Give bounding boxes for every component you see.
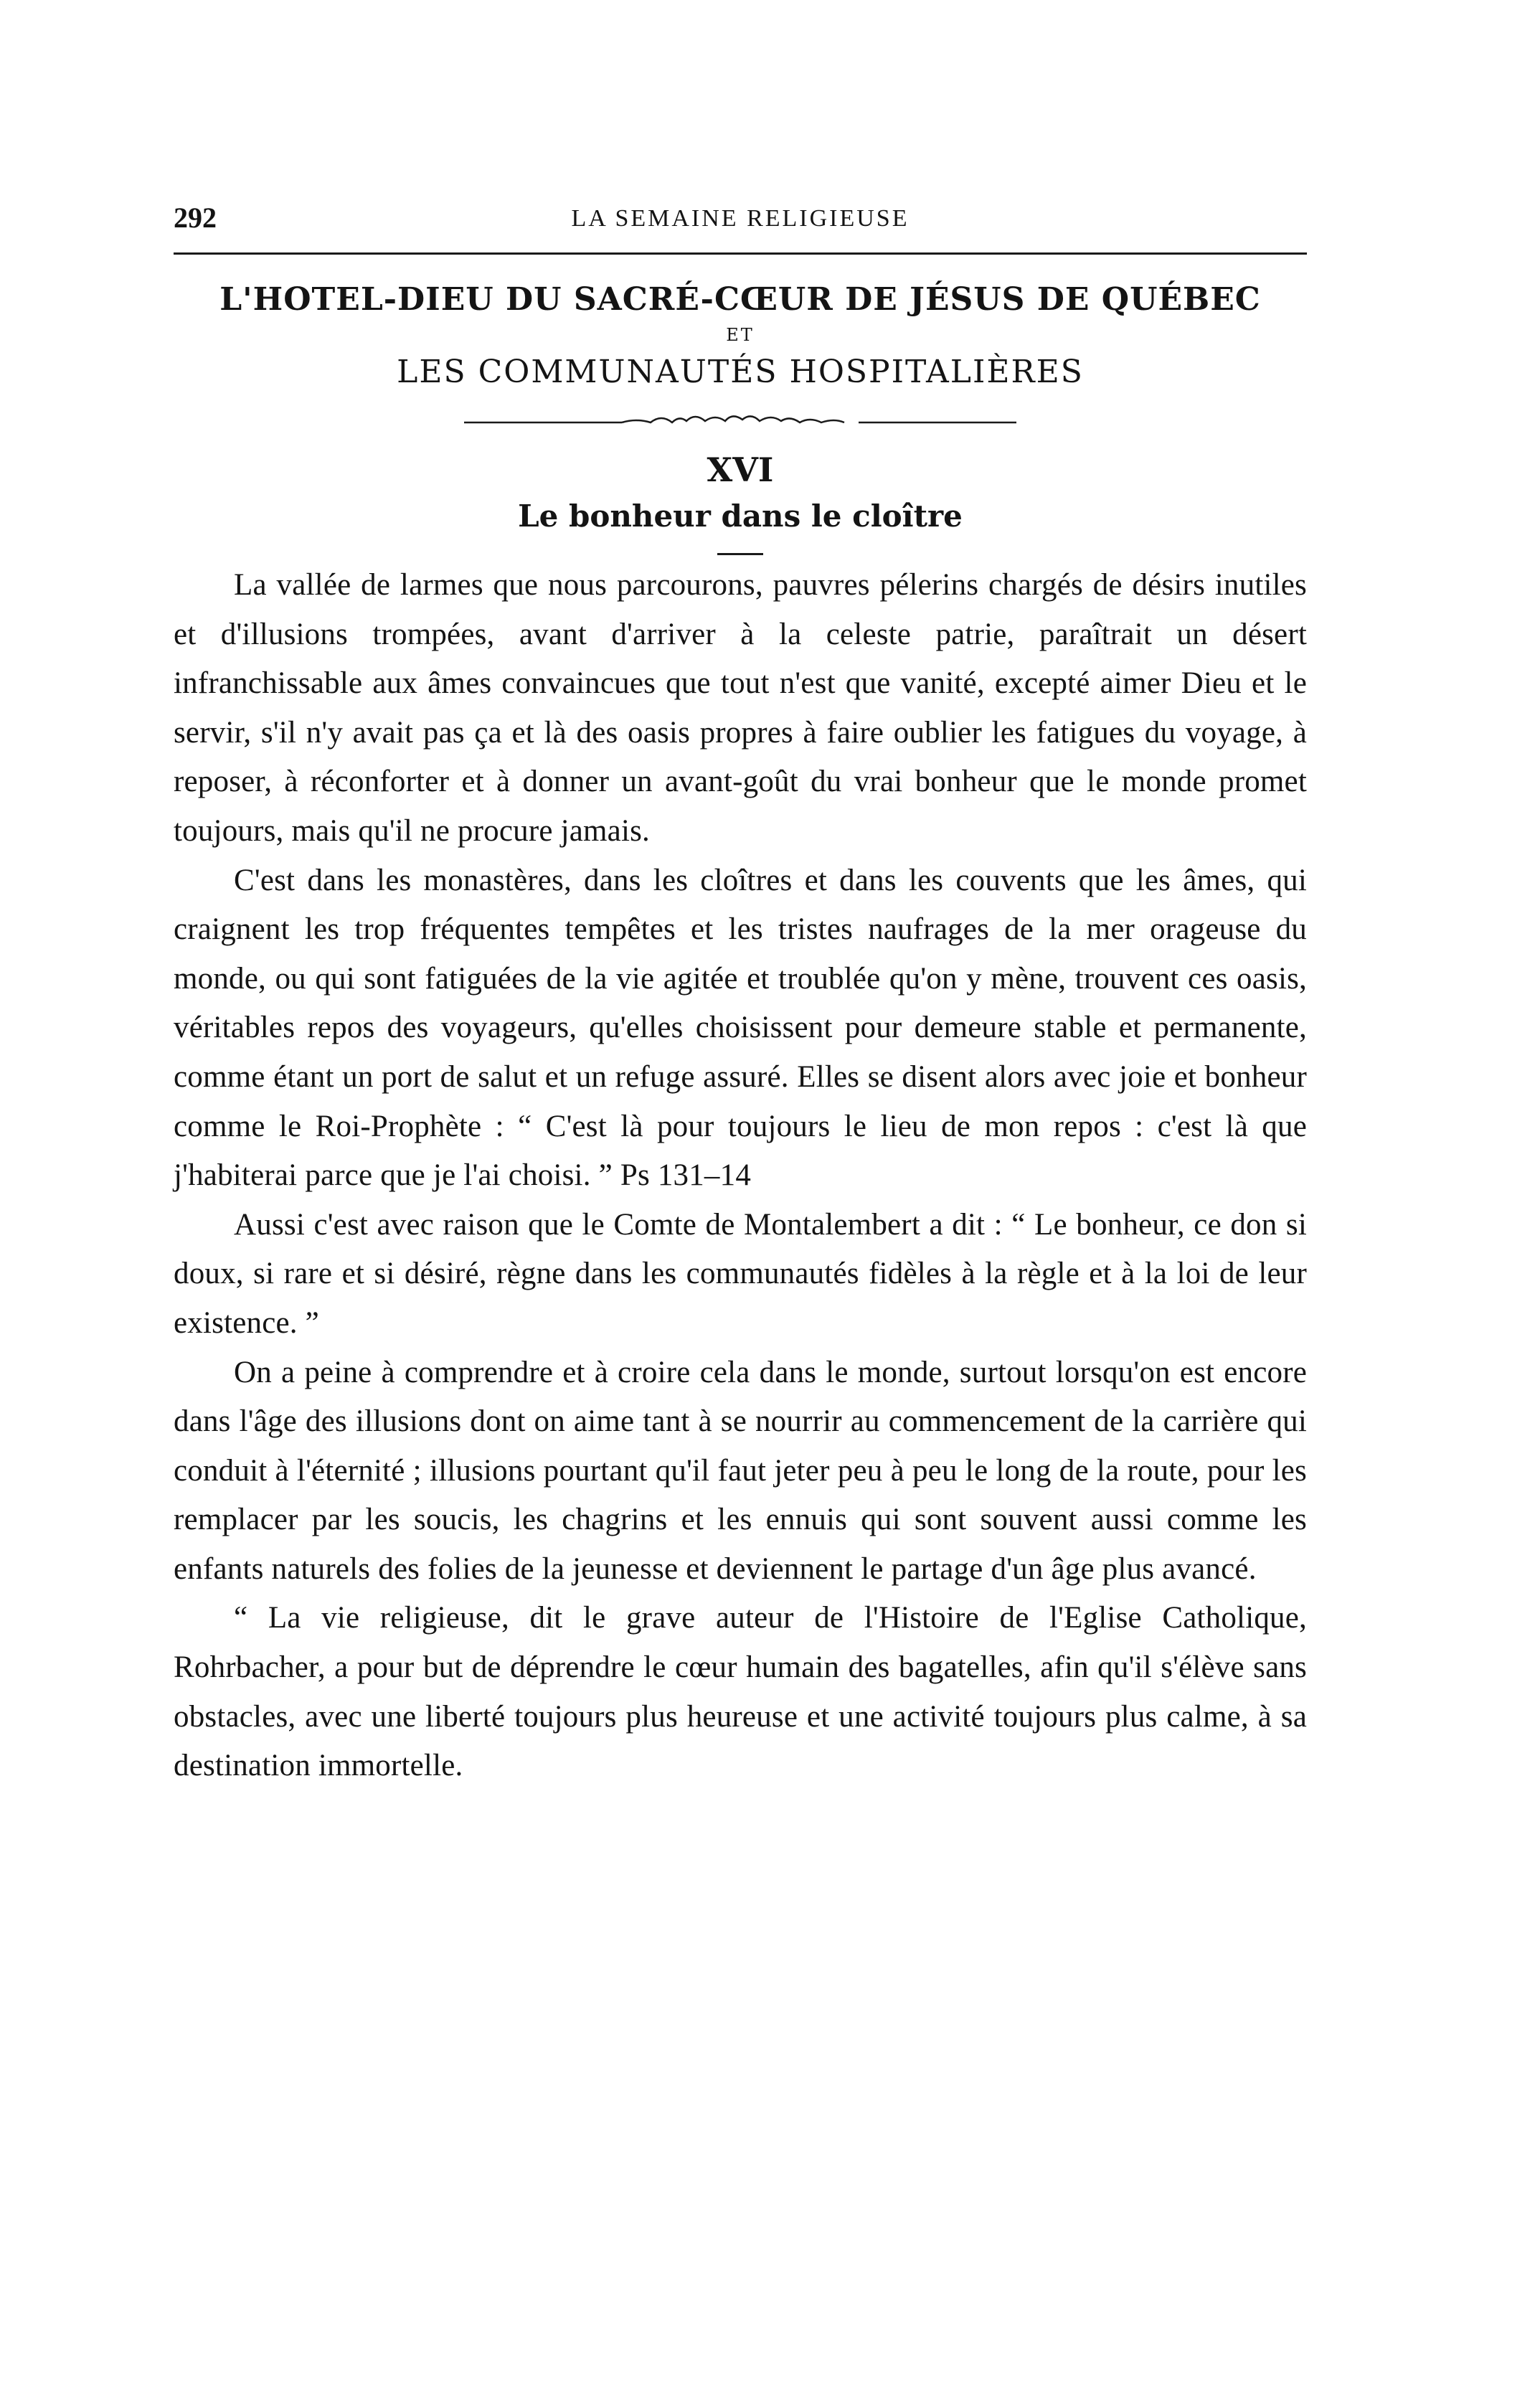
page-number: 292 [174, 202, 217, 234]
title-line-2: ET [726, 325, 755, 345]
header-rule [174, 252, 1307, 255]
body-text [174, 561, 1307, 1791]
title-line-3: LES COMMUNAUTÉS HOSPITALIÈRES [397, 354, 1084, 390]
book-page [174, 201, 1307, 1791]
paragraph-2: C'est dans les monastères, dans les cloîtres et dans les couvents que les âmes, qui craignent les trop fréquentes tempêtes et les tristes naufrages de la mer orageuse du monde, ou qui sont fatiguées de la vie agitée et troublée qu'on y mène, trouvent ces oasis, véritables repos des voyageurs, qu'elles choisissent pour demeure stable et permanente, comme étant un port de salut et un refuge assuré. Elles se disent alors avec joie et bonheur comme le Roi-Prophète : “ C'est là pour toujours le lieu de mon repos : c'est là que j'habiterai parce que je l'ai choisi. ” Ps 131–14 [174, 863, 1307, 1193]
paragraph-3: Aussi c'est avec raison que le Comte de Montalembert a dit : “ Le bonheur, ce don si doux, si rare et si désiré, règne dans les communautés fidèles à la règle et à la loi de leur existence. ” [174, 1207, 1307, 1340]
paragraph-4: On a peine à comprendre et à croire cela dans le monde, surtout lorsqu'on est encore dans l'âge des illusions dont on aime tant à se nourrir au commencement de la carrière qui conduit à l'éternité ; illusions pourtant qu'il faut jeter peu à peu le long de la route, pour les remplacer par les soucis, les chagrins et les ennuis qui sont souvent aussi comme les enfants naturels des folies de la jeunesse et deviennent le partage d'un âge plus avancé. [174, 1355, 1307, 1586]
title-line-1: L'HOTEL-DIEU DU SACRÉ-CŒUR DE JÉSUS DE QUÉBEC [219, 281, 1261, 318]
paragraph-1: La vallée de larmes que nous parcourons, pauvres pélerins chargés de désirs inutiles et d'illusions trompées, avant d'arriver à la celeste patrie, paraîtrait un désert infranchissable aux âmes convaincues que tout n'est que vanité, excepté aimer Dieu et le servir, s'il n'y avait pas ça et là des oasis propres à faire oublier les fatigues du voyage, à reposer, à réconforter et à donner un avant-goût du vrai bonheur que le monde promet toujours, mais qu'il ne procure jamais. [174, 568, 1307, 848]
short-rule [717, 553, 763, 555]
chapter-number: XVI [707, 450, 774, 489]
running-head [174, 201, 1307, 237]
article-title [174, 278, 1307, 397]
chapter-title: Le bonheur dans le cloître [518, 499, 963, 534]
paragraph-5: “ La vie religieuse, dit le grave auteur de l'Histoire de l'Eglise Catholique, Rohrbacher, a pour but de déprendre le cœur humain des bagatelles, afin qu'il s'élève sans obstacles, avec une liberté toujours plus heureuse et une activité toujours plus calme, à sa destination immortelle. [174, 1601, 1307, 1783]
ornament-divider [464, 412, 1016, 431]
running-title: LA SEMAINE RELIGIEUSE [571, 205, 910, 232]
